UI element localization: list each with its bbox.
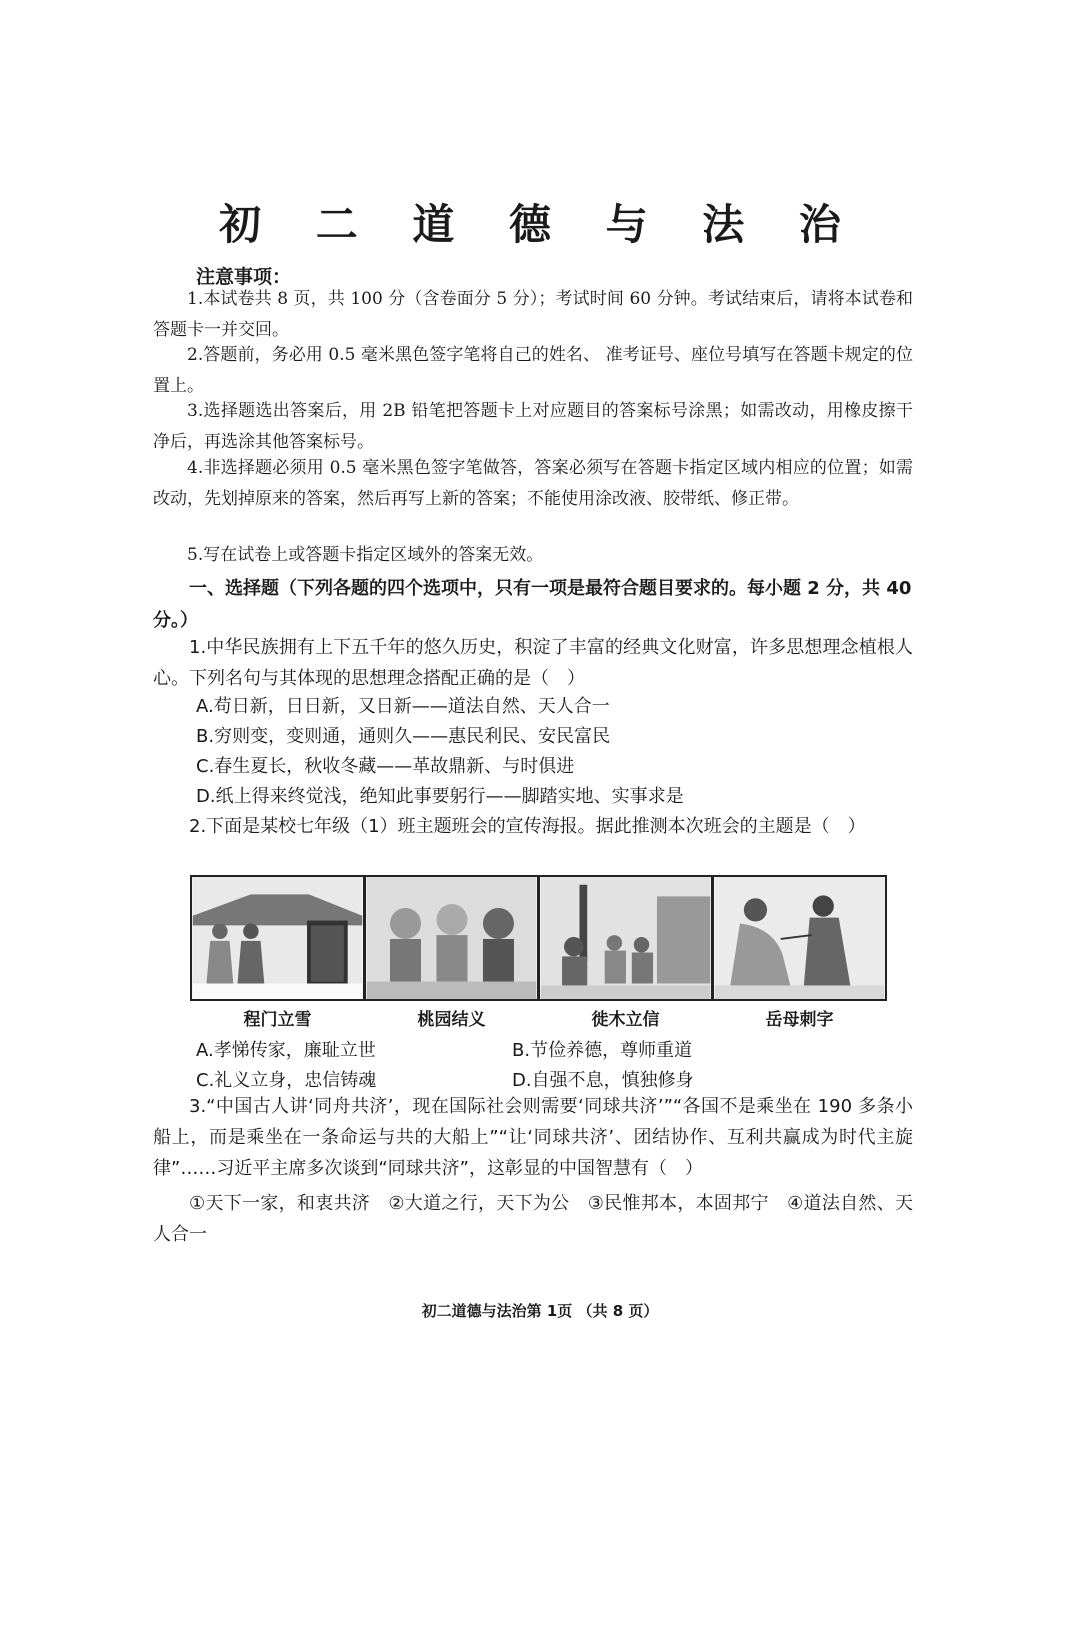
question-2-option-d: D.自强不息，慎独修身 [512, 1070, 694, 1091]
notice-heading: 注意事项： [196, 266, 292, 288]
caption-3: 徙木立信 [591, 1010, 660, 1030]
notice-item-4: 4.非选择题必须用 0.5 毫米黑色签字笔做答，答案必须写在答题卡指定区域内相应的位置；如需改动，先划掉原来的答案，然后再写上新的答案；不能使用涂改液、胶带纸、修正带。 [153, 458, 913, 509]
question-2-option-b: B.节俭养德，尊师重道 [512, 1040, 693, 1061]
notice-item-3: 3.选择题选出答案后，用 2B 铅笔把答题卡上对应题目的答案标号涂黑；如需改动，用橡皮擦干净后，再选涂其他答案标号。 [153, 401, 913, 452]
question-2-stem: 2.下面是某校七年级（1）班主题班会的宣传海报。据此推测本次班会的主题是（ ） [189, 816, 866, 837]
question-1-stem: 1.中华民族拥有上下五千年的悠久历史，积淀了丰富的经典文化财富，许多思想理念植根人心。下列名句与其体现的思想理念搭配正确的是（ ） [153, 637, 913, 689]
illustration-snow-gate [190, 875, 365, 1001]
question-3-choices: ①天下一家，和衷共济 ②大道之行，天下为公 ③民惟邦本，本固邦宁 ④道法自然、天人合一 [153, 1193, 913, 1245]
poster-illustrations [190, 875, 914, 1003]
question-3-stem: 3.“中国古人讲‘同舟共济’，现在国际社会则需要‘同球共济’”“各国不是乘坐在 190 多条小船上，而是乘坐在一条命运与共的大船上”“让‘同球共济’、团结协作、互利共赢成为时代主旋律”……习近平主席多次谈到“同球共济”，这彰显的中国智慧有（ ） [153, 1096, 913, 1179]
question-1-option-c: C.春生夏长，秋收冬藏——革故鼎新、与时俱进 [196, 756, 575, 777]
section-heading: 一、选择题（下列各题的四个选项中，只有一项是最符合题目要求的。每小题 2 分，共 40 分。） [153, 578, 912, 631]
page-footer: 初二道德与法治第 1页 （共 8 页） [421, 1302, 659, 1320]
question-1-option-a: A.苟日新，日日新，又日新——道法自然、天人合一 [196, 696, 610, 717]
question-2-option-a: A.孝悌传家，廉耻立世 [196, 1040, 376, 1061]
illustration-wooden-pole [538, 875, 713, 1001]
caption-1: 程门立雪 [243, 1010, 312, 1030]
notice-item-5: 5.写在试卷上或答题卡指定区域外的答案无效。 [187, 545, 544, 565]
question-2-option-c: C.礼义立身，忠信铸魂 [196, 1070, 377, 1091]
question-1-option-b: B.穷则变，变则通，通则久——惠民利民、安民富民 [196, 726, 611, 747]
caption-2: 桃园结义 [417, 1010, 486, 1030]
illustration-mother-tattoo [712, 875, 887, 1001]
question-1-option-d: D.纸上得来终觉浅，绝知此事要躬行——脚踏实地、实事求是 [196, 786, 684, 807]
illustration-three-heroes [364, 875, 539, 1001]
page-title: 初 二 道 德 与 法 治 [219, 200, 861, 249]
notice-item-2: 2.答题前，务必用 0.5 毫米黑色签字笔将自己的姓名、 准考证号、座位号填写在答题卡规定的位置上。 [153, 345, 913, 396]
caption-4: 岳母刺字 [765, 1010, 834, 1030]
notice-item-1: 1.本试卷共 8 页，共 100 分（含卷面分 5 分）；考试时间 60 分钟。考试结束后，请将本试卷和答题卡一并交回。 [153, 289, 913, 340]
